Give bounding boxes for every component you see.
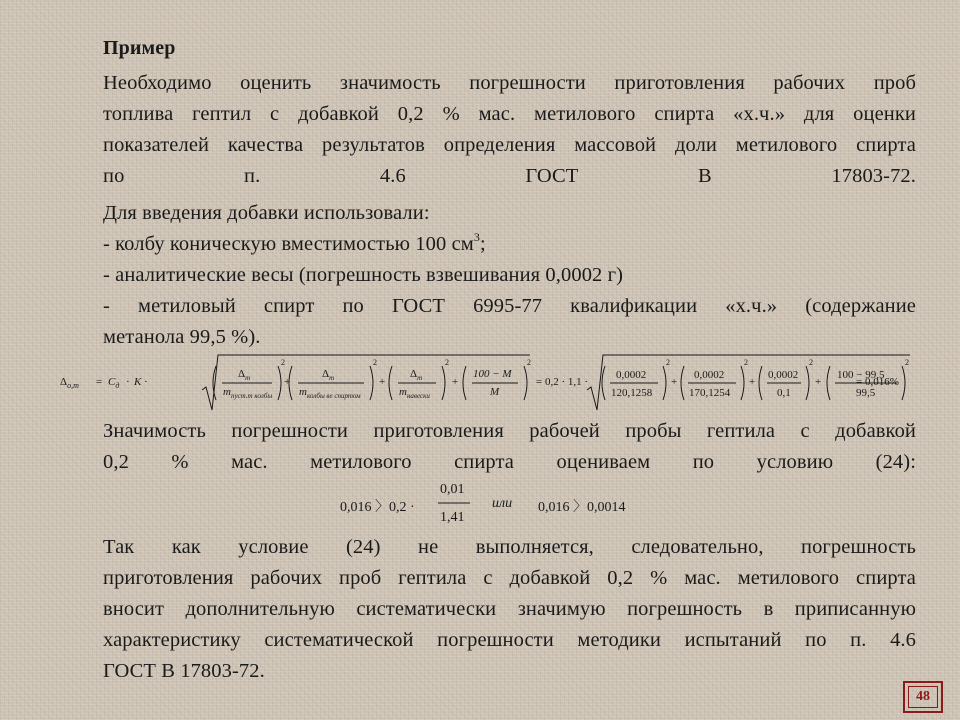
num1-delta: Δ xyxy=(238,368,246,380)
term4-den: M xyxy=(490,386,500,398)
paren xyxy=(827,366,830,400)
intro-line: по п. 4.6 ГОСТ В 17803-72. xyxy=(103,165,916,187)
formula-cd xyxy=(108,376,119,390)
page-number: 48 xyxy=(908,686,938,708)
conclusion-line: приготовления рабочих проб гептила с добавкой 0,2 % мас. метилового спирта xyxy=(103,567,916,589)
den2-sub: колбы ве спиртом xyxy=(306,392,361,401)
intro-line: топлива гептил с добавкой 0,2 % мас. метилового спирта «х.ч.» для оценки xyxy=(103,103,916,125)
materials-heading: Для введения добавки использовали: xyxy=(103,202,430,224)
num2-sub: т xyxy=(329,374,335,383)
materials-item-spirit: - метиловый спирт по ГОСТ 6995-77 квалификации «х.ч.» (содержание xyxy=(103,295,916,317)
conclusion-line: ГОСТ В 17803-72. xyxy=(103,660,265,682)
value-num-1: 0,0002 xyxy=(616,369,647,381)
value-square-2: 2 xyxy=(744,358,748,367)
error-formula xyxy=(60,352,910,414)
paren xyxy=(442,366,445,400)
plus-sign: + xyxy=(452,376,459,388)
conclusion-line: характеристику систематической погрешности методики испытаний по п. 4.6 xyxy=(103,629,916,651)
value-den-2: 170,1254 xyxy=(689,387,731,399)
formula-dot: · xyxy=(144,376,148,388)
value-square-3: 2 xyxy=(809,358,813,367)
intro-line: показателей качества результатов определения массовой доли метилового спирта xyxy=(103,134,916,156)
intro-line: Необходимо оценить значимость погрешности приготовления рабочих проб xyxy=(103,72,916,94)
condition-right: 0,016 〉0,0014 xyxy=(538,500,626,515)
value-num-2: 0,0002 xyxy=(694,369,725,381)
plus-sign: + xyxy=(284,376,291,388)
term4-num: 100 − M xyxy=(473,368,512,380)
significance-line: 0,2 % мас. метилового спирта оцениваем по условию (24): xyxy=(103,451,916,473)
term4-square: 2 xyxy=(527,358,531,367)
paren xyxy=(806,366,809,400)
lhs-delta: Δ xyxy=(60,376,68,388)
plus-sign: + xyxy=(749,376,756,388)
materials-item-spirit-cont: метанола 99,5 %). xyxy=(103,326,261,348)
den2-m: m xyxy=(299,386,307,398)
condition-left: 0,016 〉0,2 · xyxy=(340,500,415,515)
value-den-3: 0,1 xyxy=(777,387,791,399)
num3-sub: т xyxy=(417,374,423,383)
flask-unit-sup: 3 xyxy=(473,230,480,244)
paren xyxy=(370,366,373,400)
page-number-box xyxy=(903,681,943,713)
den3-m: m xyxy=(399,386,407,398)
term3-num xyxy=(410,368,422,382)
conclusion-line: Так как условие (24) не выполняется, следовательно, погрешность xyxy=(103,536,916,558)
lhs-sub: о,т xyxy=(67,381,79,391)
intro-paragraph xyxy=(103,68,916,192)
materials-list xyxy=(103,198,916,353)
paren xyxy=(663,366,666,400)
condition-den: 1,41 xyxy=(440,510,465,525)
formula-mid: = 0,2 · 1,1 · xyxy=(536,376,589,388)
flask-text: - колбу коническую вместимостью 100 см xyxy=(103,233,474,255)
den1-m: m xyxy=(223,386,231,398)
paren xyxy=(524,366,527,400)
num2-delta: Δ xyxy=(322,368,330,380)
significance-line: Значимость погрешности приготовления рабочей пробы гептила с добавкой xyxy=(103,420,916,442)
term2-num xyxy=(322,368,334,382)
num3-delta: Δ xyxy=(410,368,418,380)
paren xyxy=(602,366,605,400)
formula-lhs xyxy=(60,376,79,390)
num1-sub: т xyxy=(245,374,251,383)
materials-item-flask xyxy=(103,229,916,260)
formula-eq: = xyxy=(96,376,103,388)
term1-num xyxy=(238,368,250,382)
cd-symbol: C xyxy=(108,376,116,388)
value-den-4: 99,5 xyxy=(856,387,876,399)
paren xyxy=(681,366,684,400)
term2-square: 2 xyxy=(373,358,377,367)
formula-k: K xyxy=(134,376,142,388)
value-den-1: 120,1258 xyxy=(611,387,653,399)
condition-num: 0,01 xyxy=(440,482,465,497)
formula-result: = 0,016% xyxy=(856,376,899,388)
plus-sign: + xyxy=(815,376,822,388)
paren xyxy=(741,366,744,400)
term1-den xyxy=(223,386,272,400)
paren xyxy=(278,366,281,400)
term1-square: 2 xyxy=(281,358,285,367)
paren xyxy=(759,366,762,400)
slide-title: Пример xyxy=(103,37,176,59)
value-num-4: 100 − 99,5 xyxy=(837,369,885,381)
den3-sub: навески xyxy=(406,392,430,401)
value-square-4: 2 xyxy=(905,358,909,367)
conclusion-paragraph xyxy=(103,532,916,687)
term3-square: 2 xyxy=(445,358,449,367)
formula-lines xyxy=(60,352,910,414)
materials-item-scales: - аналитические весы (погрешность взвешивания 0,0002 г) xyxy=(103,264,624,286)
value-num-3: 0,0002 xyxy=(768,369,799,381)
flask-end: ; xyxy=(479,233,486,255)
cd-sub: д xyxy=(115,381,120,391)
value-square-1: 2 xyxy=(666,358,670,367)
plus-sign: + xyxy=(379,376,386,388)
plus-sign: + xyxy=(671,376,678,388)
den1-sub: пуст.т колбы xyxy=(230,392,273,401)
paren xyxy=(389,366,392,400)
significance-paragraph xyxy=(103,416,916,478)
conclusion-line: вносит дополнительную систематически значимую погрешность в приписанную xyxy=(103,598,916,620)
condition-or: или xyxy=(492,496,513,511)
formula-dot: · xyxy=(126,376,130,388)
term2-den xyxy=(299,386,361,400)
condition-formula xyxy=(340,480,670,530)
term3-den xyxy=(399,386,430,400)
paren xyxy=(463,366,466,400)
paren xyxy=(902,366,905,400)
